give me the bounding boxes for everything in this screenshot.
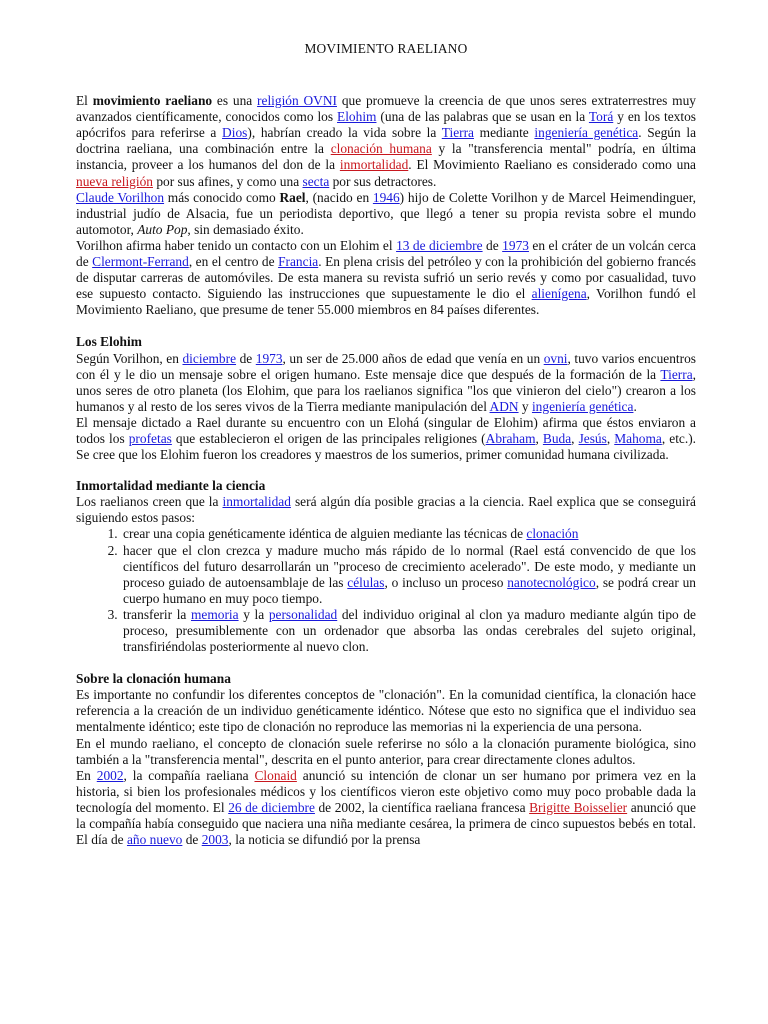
wiki-link[interactable]: ADN: [489, 398, 519, 414]
wiki-link[interactable]: Brigitte Boisselier: [529, 799, 628, 815]
wiki-link[interactable]: 13 de diciembre: [396, 237, 483, 253]
wiki-link[interactable]: Buda: [542, 430, 572, 446]
section-paragraph: El mensaje dictado a Rael durante su encuentro con un Elohá (singular de Elohim) afirma que éstos enviaron a todos los profetas que establecieron el origen de las principales religiones (Abraham, Buda, Jesús, Mahoma, etc.). Se cree que los Elohim fueron los creadores y maestros de los sumerios, primer comunidad humana civilizada.: [76, 414, 697, 463]
wiki-link[interactable]: religión OVNI: [257, 93, 337, 109]
wiki-link[interactable]: clonación: [526, 526, 579, 542]
wiki-link[interactable]: nueva religión: [76, 173, 153, 189]
wiki-link[interactable]: Torá: [588, 109, 614, 125]
steps-list: [76, 526, 696, 655]
wiki-link[interactable]: 26 de diciembre: [228, 799, 315, 815]
wiki-link[interactable]: Tierra: [441, 125, 474, 141]
intro-paragraph: Vorilhon afirma haber tenido un contacto con un Elohim el 13 de diciembre de 1973 en el cráter de un volcán cerca de Clermont-Ferrand, en el centro de Francia. En plena crisis del petróleo y con la prohibición del gobierno francés de disputar carreras de automóviles. De esta manera su revista sufrió un serio revés y como por casualidad, tuvo ese supuesto contacto. Siguiendo las instrucciones que supuestamente le dio el alienígena, Vorilhon fundó el Movimiento Raeliano, que presume de tener 55.000 miembros en 84 países diferentes.: [76, 237, 696, 318]
page-title: MOVIMIENTO RAELIANO: [304, 41, 468, 56]
intro-paragraph: Claude Vorilhon más conocido como Rael, (nacido en 1946) hijo de Colette Vorilhon y de Marcel Heimendinguer, industrial judío de Alsacia, fue un periodista deportivo, que llegó a tener su propia revista sobre el mundo automotor, Auto Pop, sin demasiado éxito.: [76, 189, 696, 237]
wiki-link[interactable]: inmortalidad: [339, 157, 409, 173]
section-elohim: [76, 334, 696, 463]
wiki-link[interactable]: Clermont-Ferrand: [92, 254, 189, 270]
wiki-link[interactable]: Claude Vorilhon: [76, 189, 165, 205]
bold-term: movimiento raeliano: [92, 93, 213, 109]
wiki-link[interactable]: Abraham: [485, 430, 536, 446]
wiki-link[interactable]: ingeniería genética: [531, 398, 634, 414]
wiki-link[interactable]: Tierra: [660, 366, 693, 382]
wiki-link[interactable]: secta: [302, 173, 330, 189]
wiki-link[interactable]: clonación humana: [330, 141, 432, 157]
section-paragraph: En el mundo raeliano, el concepto de clonación suele referirse no sólo a la clonación puramente biológica, sino también a la "transferencia mental", descrita en el punto anterior, para crear directamente clones adultos.: [76, 735, 696, 767]
wiki-link[interactable]: inmortalidad: [222, 494, 291, 510]
wiki-link[interactable]: Francia: [278, 254, 319, 270]
section-heading: Sobre la clonación humana: [76, 671, 231, 687]
section-heading: Los Elohim: [76, 334, 142, 350]
wiki-link[interactable]: 2003: [201, 832, 229, 848]
wiki-link[interactable]: alienígena: [531, 286, 587, 302]
intro-paragraph: El movimiento raeliano es una religión OVNI que promueve la creencia de que unos seres extraterrestres muy avanzados científicamente, conocidos como los Elohim (una de las palabras que se usan en la Torá y en los textos apócrifos para referirse a Dios), habrían creado la vida sobre la Tierra mediante ingeniería genética. Según la doctrina raeliana, una combinación entre la clonación humana y la "transferencia mental" podría, en última instancia, proveer a los humanos del don de la inmortalidad. El Movimiento Raeliano es considerado como una nueva religión por sus afines, y como una secta por sus detractores.: [76, 93, 697, 189]
wiki-link[interactable]: Jesús: [578, 430, 607, 446]
wiki-link[interactable]: Mahoma: [614, 430, 662, 446]
list-item: 2. hacer que el clon crezca y madure mucho más rápido de lo normal (Rael está convencido de que los científicos del futuro desarrollarán un "proceso de crecimiento acelerado". De este modo, y mediante un proceso guiado de autoensamblaje de las células, o incluso un proceso nanotecnológico, se podrá crear un cuerpo humano en muy poco tiempo.: [121, 543, 696, 607]
wiki-link[interactable]: año nuevo: [126, 832, 183, 848]
wiki-link[interactable]: 1973: [255, 350, 283, 366]
wiki-link[interactable]: ingeniería genética: [534, 125, 639, 141]
list-item: 1. crear una copia genéticamente idéntica de alguien mediante las técnicas de clonación: [121, 526, 696, 542]
section-heading: Inmortalidad mediante la ciencia: [76, 478, 266, 494]
section-paragraph: En 2002, la compañía raeliana Clonaid anunció su intención de clonar un ser humano por primera vez en la historia, si bien los profesionales médicos y los científicos vieron este objetivo como muy poco probable dada la tecnología del momento. El 26 de diciembre de 2002, la científica raeliana francesa Brigitte Boisselier anunció que la compañía había conseguido que naciera una niña mediante cesárea, la primera de cinco supuestos bebés en total. El día de año nuevo de 2003, la noticia se difundió por la prensa: [76, 767, 696, 848]
italic-term: Auto Pop: [137, 221, 188, 237]
bold-term: Rael: [279, 189, 306, 205]
section-paragraph: Los raelianos creen que la inmortalidad será algún día posible gracias a la ciencia. Rael explica que se conseguirá siguiendo estos pasos:: [76, 494, 696, 526]
wiki-link[interactable]: Clonaid: [254, 767, 297, 783]
section-cloning: [76, 671, 696, 848]
wiki-link[interactable]: personalidad: [268, 606, 338, 622]
section-immortality: [76, 478, 696, 655]
intro-section: [76, 93, 696, 318]
section-paragraph: Es importante no confundir los diferentes conceptos de "clonación". En la comunidad científica, la clonación hace referencia a la creación de un individuo genéticamente idéntico. Nótese que esto no significa que el individuo sea mentalmente idéntico; este tipo de clonación no reproduce las memorias ni la experiencia de una persona.: [76, 687, 696, 735]
section-paragraph: Según Vorilhon, en diciembre de 1973, un ser de 25.000 años de edad que venía en un ovni, tuvo varios encuentros con él y le dio un mensaje sobre el origen humano. Este mensaje dice que después de la formación de la Tierra, unos seres de otro planeta (los Elohim, que para los raelianos significa "los que vinieron del cielo") crearon a los humanos y al resto de los seres vivos de la Tierra mediante manipulación del ADN y ingeniería genética.: [76, 350, 697, 414]
wiki-link[interactable]: nanotecnológico: [507, 574, 596, 590]
wiki-link[interactable]: ovni: [543, 350, 568, 366]
wiki-link[interactable]: memoria: [190, 606, 239, 622]
wiki-link[interactable]: Dios: [222, 125, 248, 141]
wiki-link[interactable]: Elohim: [337, 109, 377, 125]
wiki-link[interactable]: 1946: [372, 189, 400, 205]
wiki-link[interactable]: células: [347, 574, 385, 590]
wiki-link[interactable]: diciembre: [182, 350, 237, 366]
wiki-link[interactable]: 1973: [502, 237, 529, 253]
list-item: 3. transferir la memoria y la personalidad del individuo original al clon ya maduro mediante algún tipo de proceso, presumiblemente con un ordenador que absorba las ondas cerebrales del sujeto original, transfiriéndolas posteriormente al nuevo clon.: [121, 607, 696, 655]
wiki-link[interactable]: 2002: [96, 767, 124, 783]
wiki-link[interactable]: profetas: [128, 430, 172, 446]
